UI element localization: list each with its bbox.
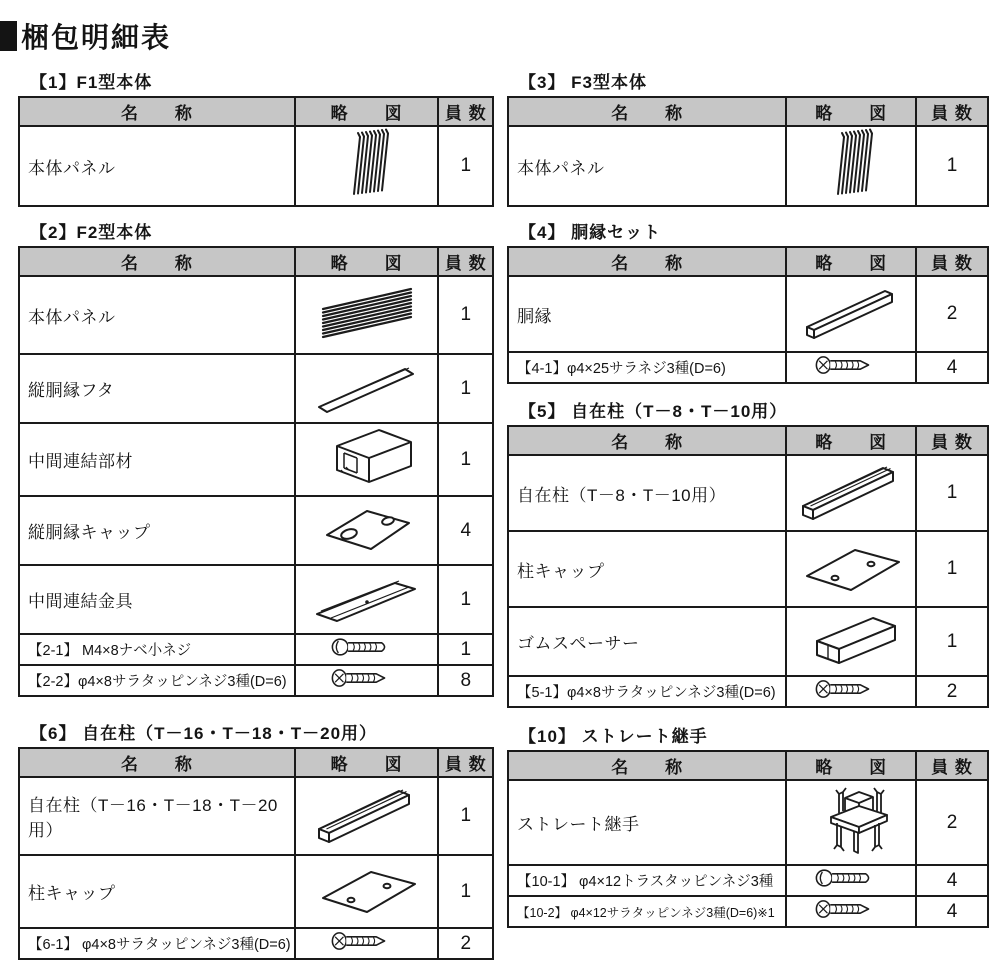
part-qty: 4	[916, 896, 988, 927]
table-row	[508, 780, 988, 865]
panel-upright-icon	[796, 128, 906, 200]
table-row	[19, 496, 493, 565]
table-caption-10: 【10】 ストレート継手	[519, 727, 708, 746]
table-f3-body	[507, 96, 989, 207]
part-name: 本体パネル	[508, 126, 786, 206]
part-name: 本体パネル	[19, 276, 295, 354]
part-name: 【10-2】 φ4×12サラタッピンネジ3種(D=6)※1	[508, 896, 786, 927]
col-header-qty: 員 数	[916, 247, 988, 276]
part-qty: 4	[916, 352, 988, 383]
screw-flat-icon	[326, 929, 408, 953]
table-row	[19, 855, 493, 928]
col-header-name: 名 称	[19, 97, 295, 126]
part-qty: 2	[916, 676, 988, 707]
col-header-qty: 員 数	[438, 748, 493, 777]
panel-upright-icon	[312, 128, 422, 200]
col-header-sketch: 略 図	[786, 97, 916, 126]
part-name: ゴムスペーサー	[508, 607, 786, 676]
part-qty: 1	[438, 126, 493, 206]
col-header-name: 名 称	[508, 751, 786, 780]
col-header-name: 名 称	[19, 247, 295, 276]
part-name: 本体パネル	[19, 126, 295, 206]
part-qty: 4	[438, 496, 493, 565]
title-square-marker	[0, 21, 17, 51]
col-header-name: 名 称	[508, 426, 786, 455]
part-qty: 1	[438, 777, 493, 855]
flat-strip-icon	[307, 355, 427, 417]
table-row	[508, 455, 988, 531]
part-name: 【4-1】φ4×25サラネジ3種(D=6)	[508, 352, 786, 383]
table-dobuchi-set	[507, 246, 989, 384]
part-qty: 1	[438, 565, 493, 634]
part-name: 【5-1】φ4×8サラタッピンネジ3種(D=6)	[508, 676, 786, 707]
part-name: 自在柱（T－16・T－18・T－20用）	[19, 777, 295, 855]
grooved-bar-icon	[791, 458, 911, 524]
part-qty: 1	[438, 354, 493, 423]
table-row	[508, 865, 988, 896]
table-row	[19, 565, 493, 634]
part-name: 自在柱（T－8・T－10用）	[508, 455, 786, 531]
plate-two-holes-icon	[791, 534, 911, 600]
col-header-qty: 員 数	[438, 97, 493, 126]
part-qty: 2	[916, 276, 988, 352]
part-name: 中間連結部材	[19, 423, 295, 496]
col-header-sketch: 略 図	[295, 97, 439, 126]
table-row	[508, 126, 988, 206]
col-header-qty: 員 数	[438, 247, 493, 276]
grooved-bar-icon	[307, 781, 427, 847]
table-caption-1: 【1】F1型本体	[30, 73, 153, 92]
part-name: 縦胴縁キャップ	[19, 496, 295, 565]
table-caption-5: 【5】 自在柱（T－8・T－10用）	[519, 402, 788, 421]
table-row	[19, 276, 493, 354]
table-row	[19, 354, 493, 423]
table-row	[19, 634, 493, 665]
col-header-qty: 員 数	[916, 426, 988, 455]
flat-bracket-icon	[307, 566, 427, 628]
table-jizaibashira-8-10	[507, 425, 989, 708]
col-header-sketch: 略 図	[786, 247, 916, 276]
left-column	[18, 62, 494, 960]
screw-pan-icon	[810, 866, 892, 890]
part-name: 【10-1】 φ4×12トラスタッピンネジ3種	[508, 865, 786, 896]
table-caption-2: 【2】F2型本体	[30, 223, 153, 242]
square-bar-icon	[791, 279, 911, 345]
table-row	[508, 352, 988, 383]
screw-flat-icon	[810, 897, 892, 921]
table-straight-joint	[507, 750, 989, 928]
screw-flat-icon	[326, 666, 408, 690]
table-caption-3: 【3】 F3型本体	[519, 73, 648, 92]
screw-pan-icon	[326, 635, 408, 659]
table-header-row	[508, 426, 988, 455]
table-header-row	[508, 97, 988, 126]
part-name: 柱キャップ	[508, 531, 786, 607]
table-f1-body	[18, 96, 494, 207]
part-name: 【2-1】 M4×8ナベ小ネジ	[19, 634, 295, 665]
part-name: 【6-1】 φ4×8サラタッピンネジ3種(D=6)	[19, 928, 295, 959]
channel-icon	[307, 424, 427, 490]
col-header-name: 名 称	[508, 97, 786, 126]
table-jizaibashira-16-20	[18, 747, 494, 960]
table-header-row	[19, 247, 493, 276]
table-header-row	[508, 751, 988, 780]
col-header-qty: 員 数	[916, 97, 988, 126]
table-columns	[0, 62, 1000, 960]
part-name: 胴縁	[508, 276, 786, 352]
part-qty: 1	[916, 531, 988, 607]
col-header-sketch: 略 図	[295, 748, 439, 777]
table-row	[508, 607, 988, 676]
part-qty: 1	[438, 855, 493, 928]
screw-flat-icon	[810, 677, 892, 701]
col-header-sketch: 略 図	[295, 247, 439, 276]
part-qty: 1	[438, 423, 493, 496]
table-row	[508, 676, 988, 707]
table-row	[19, 126, 493, 206]
screw-flat-icon	[810, 353, 892, 377]
part-name: ストレート継手	[508, 780, 786, 865]
part-name: 中間連結金具	[19, 565, 295, 634]
part-qty: 2	[438, 928, 493, 959]
cap-two-holes-icon	[307, 497, 427, 559]
col-header-name: 名 称	[19, 748, 295, 777]
plate-two-holes-icon	[307, 856, 427, 922]
part-qty: 1	[916, 126, 988, 206]
table-row	[508, 896, 988, 927]
block-icon	[791, 608, 911, 670]
col-header-sketch: 略 図	[786, 426, 916, 455]
part-name: 【2-2】φ4×8サラタッピンネジ3種(D=6)	[19, 665, 295, 696]
table-header-row	[508, 247, 988, 276]
table-row	[508, 531, 988, 607]
table-caption-6: 【6】 自在柱（T－16・T－18・T－20用）	[30, 724, 378, 743]
table-row	[19, 665, 493, 696]
part-qty: 1	[438, 634, 493, 665]
table-header-row	[19, 97, 493, 126]
part-name: 縦胴縁フタ	[19, 354, 295, 423]
table-row	[19, 777, 493, 855]
part-qty: 2	[916, 780, 988, 865]
page-title	[0, 0, 1000, 56]
joint-icon	[791, 781, 911, 859]
table-caption-4: 【4】 胴縁セット	[519, 223, 662, 242]
part-qty: 8	[438, 665, 493, 696]
part-name: 柱キャップ	[19, 855, 295, 928]
panel-stack-icon	[307, 280, 427, 346]
part-qty: 1	[916, 455, 988, 531]
table-row	[19, 928, 493, 959]
table-row	[19, 423, 493, 496]
part-qty: 4	[916, 865, 988, 896]
col-header-name: 名 称	[508, 247, 786, 276]
table-f2-body	[18, 246, 494, 697]
page-title-text: 梱包明細表	[21, 22, 172, 53]
right-column	[507, 62, 989, 928]
col-header-qty: 員 数	[916, 751, 988, 780]
part-qty: 1	[438, 276, 493, 354]
part-qty: 1	[916, 607, 988, 676]
table-row	[508, 276, 988, 352]
table-header-row	[19, 748, 493, 777]
col-header-sketch: 略 図	[786, 751, 916, 780]
